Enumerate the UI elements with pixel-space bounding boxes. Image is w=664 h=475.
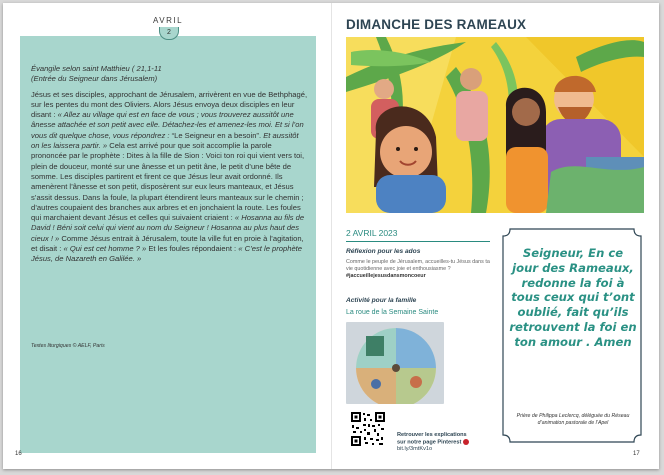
- pinterest-link[interactable]: Retrouver les explications sur notre page Pinterest bit.ly/3mtKv1o: [397, 432, 507, 453]
- pinterest-icon: [463, 439, 469, 445]
- gospel-segment: Et les foules répondaient :: [146, 244, 239, 254]
- day-badge: 2: [159, 27, 179, 40]
- booklet-spread: [3, 3, 659, 469]
- gospel-segment: Et aussitôt on les laissera partir. »: [31, 130, 299, 151]
- gospel-text: [31, 90, 308, 265]
- liturgical-credits: Textes liturgiques © AELF, Paris: [31, 343, 105, 349]
- gospel-segment: “Le Seigneur en a besoin”.: [171, 130, 264, 140]
- wheel-photo-icon: [346, 322, 444, 404]
- prayer-text: Seigneur, En ce jour des Rameaux, redonne la foi à tous ceux qui t’ont oublié, fait qu’ils retrouvent la foi en ton amour . Amen: [509, 246, 637, 349]
- reflexion-text: Comme le peuple de Jérusalem, accueilles-tu Jésus dans ta vie quotidienne avec joie et enthousiasme ? #jaccueillejesusdansmoncoeur: [346, 259, 490, 279]
- gospel-segment: « Qui est cet homme ? »: [63, 244, 147, 254]
- date-divider: [346, 241, 490, 242]
- gospel-reference: Évangile selon saint Matthieu ( 21,1-11 (Entrée du Seigneur dans Jérusalem): [31, 64, 162, 84]
- liturgical-date: 2 AVRIL 2023: [346, 228, 398, 238]
- gospel-segment: « Hosanna au fils de David ! Béni soit celui qui vient au nom du Seigneur ! Hosanna au plus haut des cieux ! »: [31, 213, 305, 243]
- page-number-right: 17: [633, 451, 640, 457]
- activite-heading: Activité pour la famille: [346, 297, 417, 304]
- gospel-segment: « C’est le prophète Jésus, de Nazareth en Galilée. »: [31, 244, 303, 264]
- activite-title: La roue de la Semaine Sainte: [346, 309, 439, 316]
- pinterest-url[interactable]: bit.ly/3mtKv1o: [397, 446, 433, 453]
- crowd-with-palms-icon: [346, 37, 644, 213]
- prayer-credit: Prière de Philippa Leclercq, déléguée du Réseau d’animation pastorale de l’Apel: [516, 413, 630, 426]
- gospel-segment: « Allez au village qui est en face de vous ; vous trouverez aussitôt une ânesse attachée et son petit avec elle. Détachez-les et amenez-les moi. Et si l’on vous dit quelque chose, vous répondrez :: [31, 110, 304, 140]
- reflexion-heading: Réflexion pour les ados: [346, 248, 421, 255]
- page-title: DIMANCHE DES RAMEAUX: [346, 17, 527, 32]
- palm-sunday-illustration: [346, 37, 644, 213]
- qr-code-icon[interactable]: [350, 411, 386, 447]
- gospel-segment: Comme Jésus entrait à Jérusalem, toute la ville fut en proie à l’agitation, et disait :: [31, 233, 304, 254]
- month-label: AVRIL: [152, 16, 184, 25]
- hashtag: #jaccueillejesusdansmoncoeur: [346, 273, 426, 279]
- gospel-segment: Cela est arrivé pour que soit accomplie la parole prononcée par le prophète : Dites à la fille de Sion : Voici ton roi qui vient vers toi, plein de douceur, monté sur une ânesse et un petit âne, le petit d’une bête de somme. Les disciples partirent et firent ce que Jésus leur avait ordonné. Ils amenèrent l’ânesse et son petit, disposèrent sur eux leurs manteaux, et Jésus s’assit dessus. Dans la foule, la plupart étendirent leurs manteaux sur le chemin ; d’autres coupaient des branches aux arbres et en jonchaient la route. Les foules qui marchaient devant Jésus et celles qui suivaient criaient :: [31, 141, 305, 223]
- page-gutter: [331, 3, 332, 469]
- gospel-segment: Jésus et ses disciples, approchant de Jérusalem, arrivèrent en vue de Bethphagé, sur les pentes du mont des Oliviers. Alors Jésus envoya deux disciples en leur disant :: [31, 89, 308, 120]
- holy-week-wheel-photo: [346, 322, 444, 404]
- page-number-left: 16: [15, 451, 22, 457]
- gospel-reading: [31, 64, 308, 265]
